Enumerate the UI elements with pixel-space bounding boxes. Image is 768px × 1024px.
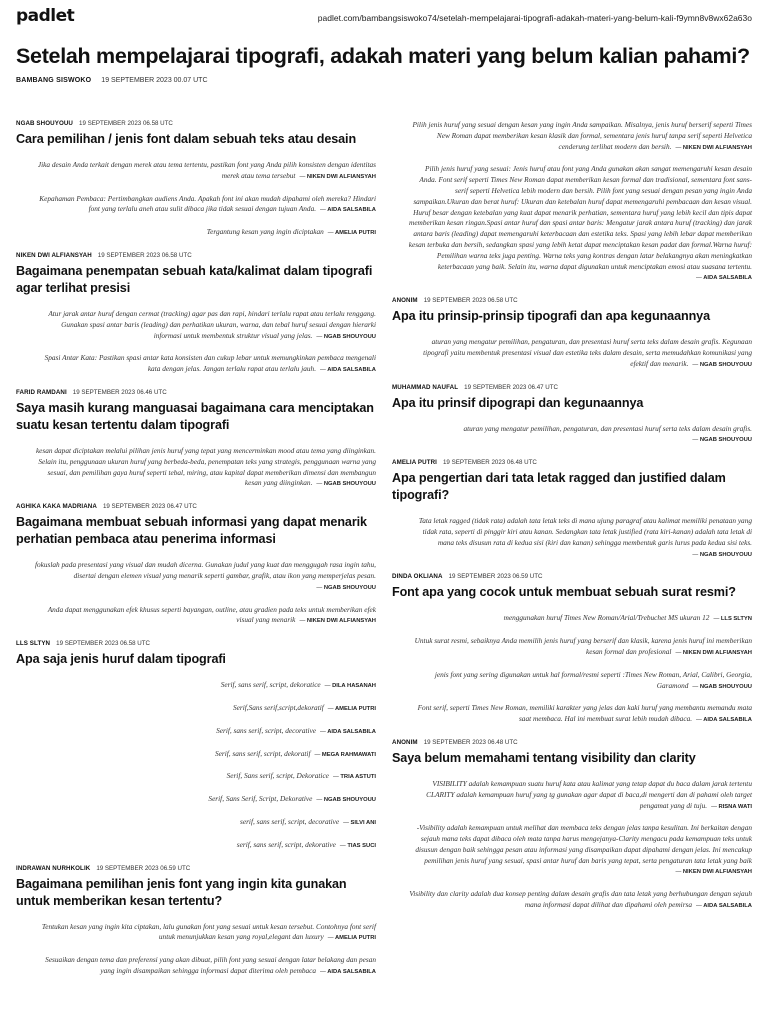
comment-dash: —	[314, 751, 322, 758]
comment-author: NIKEN DWI ALFIANSYAH	[306, 173, 376, 180]
comment-dash: —	[696, 903, 704, 910]
comment-dash: —	[320, 968, 328, 975]
post-timestamp: 19 SEPTEMBER 2023 06.58 UTC	[79, 120, 173, 127]
post-timestamp: 19 SEPTEMBER 2023 06.59 UTC	[96, 864, 191, 872]
post-title: Apa pengertian dari tata letak ragged dan justified dalam tipografi?	[392, 471, 726, 503]
comment-dash: —	[696, 717, 704, 724]
post-author: NGAB SHOUYOUU	[16, 120, 73, 127]
comment-author: AIDA SALSABILA	[327, 207, 376, 214]
comment	[32, 749, 376, 760]
post-card[interactable]	[16, 503, 376, 626]
comment-author-label	[316, 585, 376, 591]
comment	[32, 680, 376, 691]
comment-author-label	[314, 752, 376, 758]
post-meta	[16, 120, 376, 127]
post-card[interactable]	[392, 573, 752, 725]
comment-text: Visibility dan clarity adalah dua konsep penting dalam desain grafis dan tata letak yang berhubungan dengan sejauh mana informasi dapat dilihat dan dipahami oleh pemirsa	[409, 889, 752, 910]
comment-text: Serif,Sans serif,script,dekoratif	[232, 702, 324, 712]
comment-author-label	[675, 869, 752, 875]
post-author: ANONIM	[392, 297, 418, 305]
comment-dash: —	[327, 705, 335, 712]
post-author: ANONIM	[392, 738, 418, 746]
comment-author-label	[316, 334, 376, 340]
comment-dash: —	[339, 842, 348, 849]
comment-dash: —	[316, 584, 324, 591]
padlet-logo[interactable]: padlet	[16, 6, 75, 26]
comment-author: NGAB SHOUYOUU	[323, 584, 376, 591]
comment	[32, 955, 376, 977]
comment-dash: —	[316, 481, 324, 488]
comment-author-label	[711, 804, 752, 810]
comment-author-label	[333, 774, 376, 780]
comment-text: Tergantung kesan yang ingin diciptakan	[206, 227, 324, 237]
comment-author-label	[320, 367, 376, 373]
post-meta	[392, 739, 752, 746]
page-author: BAMBANG SISWOKO	[16, 77, 92, 84]
post-card[interactable]	[392, 120, 752, 283]
comment-author: NIKEN DWI ALFIANSYAH	[682, 869, 752, 876]
comment-author-label	[692, 684, 752, 690]
comment-author-label	[328, 706, 376, 712]
comment-text: Tentukan kesan yang ingin kita ciptakan, lalu gunakan font yang sesuai untuk kesan tersebut. Contohnya font serif untuk menunjukkan kesan yang royal,elegant dan luxury	[41, 921, 376, 942]
comment-text: aturan yang mengatur pemilihan, pengaturan, dan presentasi huruf serta teks dalam desain grafis.	[463, 423, 752, 433]
comment-text: Pilih jenis huruf yang sesuai dengan kesan yang ingin Anda sampaikan. Misalnya, jenis huruf berserif seperti Times New Roman dapat memberikan kesan klasik dan formal, sementara jenis huruf tanpa serif seperti Helvetica cenderung terlihat modern dan bersih.	[412, 120, 752, 151]
comment-author-label	[328, 935, 376, 941]
post-timestamp: 19 SEPTEMBER 2023 06.48 UTC	[423, 738, 518, 746]
comment	[32, 560, 376, 592]
comment-text: menggunakan huruf Times New Roman/Arial/Trebuchet MS ukuran 12	[503, 613, 710, 623]
comment-author-label	[299, 174, 376, 180]
comment-author: NGAB SHOUYOUU	[699, 551, 752, 558]
comment-dash: —	[299, 618, 307, 625]
top-bar	[0, 0, 768, 34]
comment-author: MEGA RAHMAWATI	[321, 751, 376, 758]
post-title: Apa saja jenis huruf dalam tipografi	[16, 652, 226, 667]
comment-text: Serif, Sans serif, script, Dekoratice	[226, 771, 329, 781]
comment-text: Font serif, seperti Times New Roman, memiliki karakter yang jelas dan kaki huruf yang membantu memandu mata saat membaca. Hal ini membuat surat lebih mudah dibaca.	[417, 703, 752, 724]
post-card[interactable]	[392, 739, 752, 911]
comment	[408, 613, 752, 624]
comment-author: NGAB SHOUYOUU	[699, 683, 752, 690]
post-meta	[392, 459, 752, 466]
comment-dash: —	[327, 935, 335, 942]
comment	[408, 670, 752, 692]
post-title: Cara pemilihan / jenis font dalam sebuah teks atau desain	[16, 132, 357, 146]
post-card[interactable]	[392, 297, 752, 369]
page-title: Setelah mempelajarai tipografi, adakah materi yang belum kalian pahami?	[16, 44, 750, 68]
post-timestamp: 19 SEPTEMBER 2023 06.46 UTC	[72, 388, 167, 396]
post-meta	[16, 640, 376, 647]
comment-text: Pilih jenis huruf yang sesuai: Jenis huruf atau font yang Anda gunakan akan sangat memengaruhi kesan desain Anda. Font serif seperti Times New Roman dapat memberikan kesan formal dan tradisional, sementara font sans-serif seperti Helvetica lebih modern dan bersih. Pilih font yang sesuai dengan pesan yang ingin Anda sampaikan.Ukuran dan berat huruf: Ukuran dan ketebalan huruf dapat memengaruhi pembacaan dan kesan visual. Huruf besar dengan ketebalan yang kuat dapat menarik perhatian, sementara huruf yang lebih kecil dan tipis dapat memberikan kesan ringan.Spasi antar huruf dan spasi antar baris: Mengatur jarak antara huruf (tracking) dan jarak antara baris (leading) dapat memengaruhi keterbacaan dan estetika teks. Spasi yang lebih lebar dapat memberikan kesan terbuka dan bersih, sedangkan spasi yang lebih ketat dapat menciptakan kesan padat dan formal.Warna huruf: Pemilihan warna teks juga penting. Warna teks yang kontras dengan latar belakangnya akan meningkatkan keterbacaan yang baik. Selain itu, warna dapat digunakan untuk menciptakan emosi atau suasana tertentu.	[408, 164, 752, 271]
comment-author: AIDA SALSABILA	[703, 717, 752, 724]
comment	[408, 516, 752, 559]
comment-author: NIKEN DWI ALFIANSYAH	[682, 649, 752, 656]
comment-dash: —	[324, 683, 333, 690]
comment-author: AIDA SALSABILA	[327, 367, 376, 374]
comment-author: AIDA SALSABILA	[703, 275, 752, 282]
comment-text: Spasi Antar Kata: Pastikan spasi antar kata konsisten dan cukup lebar untuk memungkinkan pembaca mengenali kata dengan jelas. Jangan terlalu rapat atau terlalu jauh.	[44, 353, 376, 374]
comment	[408, 424, 752, 446]
comment-author: TRIA ASTUTI	[340, 774, 376, 781]
comment	[32, 726, 376, 737]
comment-dash: —	[299, 173, 307, 180]
post-card[interactable]	[392, 459, 752, 559]
post-meta	[392, 573, 752, 580]
comment-author-label	[340, 843, 376, 849]
comment-dash: —	[332, 774, 341, 781]
comment-text: -Visibility adalah kemampuan untuk melihat dan membaca teks dengan jelas tanpa kesulitan. Ini berkaitan dengan sejauh mana teks dapat dibaca oleh mata tanpa harus mengejanya-Clarity mengacu pada kemampuan teks untuk disusun dengan baik sehingga pesan atau informasi yang disampaikan dapat dipahami dengan jelas. Ini mencakup pemilihan jenis huruf yang sesuai, spasi antar huruf dan baris yang tepat, serta pengaturan tata letak yang baik	[415, 823, 752, 865]
comment-dash: —	[692, 551, 700, 558]
comment-author: AMELIA PUTRI	[334, 705, 376, 712]
comment	[408, 164, 752, 283]
post-author: NIKEN DWI ALFIANSYAH	[16, 251, 92, 259]
post-timestamp: 19 SEPTEMBER 2023 06.58 UTC	[97, 251, 192, 259]
comment-author: AIDA SALSABILA	[703, 903, 752, 910]
comment	[408, 636, 752, 658]
comment-author: AMELIA PUTRI	[334, 935, 376, 942]
post-meta	[392, 384, 752, 391]
comment-text: kesan dapat diciptakan melalui pilihan jenis huruf yang tepat yang mencerminkan mood atau tema yang diinginkan. Selain itu, penggunaan ukuran huruf yang berbeda-beda, penempatan teks yang strategis, penggunaan warna yang sesuai, dan pemilihan gaya huruf seperti tebal, miring, atau kapital dapat memberikan dimensi dan membangun kesan yang diinginkan.	[35, 445, 376, 488]
post-author: LLS SLTYN	[16, 640, 51, 648]
comment-author: AIDA SALSABILA	[327, 968, 376, 975]
post-card[interactable]	[16, 640, 376, 850]
post-meta	[16, 252, 376, 259]
comment-author: LLS SLTYN	[720, 616, 752, 623]
comment-author: NGAB SHOUYOUU	[323, 333, 376, 340]
comment-author: NGAB SHOUYOUU	[699, 361, 752, 368]
comment-dash: —	[343, 819, 351, 826]
comment	[32, 840, 376, 851]
post-author: AGHIKA KAKA MADRIANA	[16, 503, 97, 511]
comment-author: AIDA SALSABILA	[327, 728, 376, 735]
post-card[interactable]	[16, 389, 376, 489]
comment	[32, 922, 376, 944]
post-title: Bagaimana pemilihan jenis font yang ingin kita gunakan untuk memberikan kesan tertentu?	[16, 876, 347, 908]
comment-dash: —	[692, 361, 700, 368]
comment	[32, 227, 376, 238]
comment-author-label	[696, 903, 752, 909]
post-timestamp: 19 SEPTEMBER 2023 06.58 UTC	[423, 297, 518, 305]
comment-dash: —	[316, 797, 324, 804]
comment-text: serif, sans serif, script, dekorative	[236, 839, 336, 849]
post-timestamp: 19 SEPTEMBER 2023 06.59 UTC	[448, 573, 543, 581]
comment	[408, 703, 752, 725]
comment-author: AMELIA PUTRI	[334, 230, 376, 237]
comment	[32, 446, 376, 489]
comment-author-label	[320, 207, 376, 213]
post-meta	[16, 865, 376, 872]
comment-author-label	[299, 618, 376, 624]
comment-author-label	[675, 145, 752, 151]
comment	[408, 337, 752, 369]
comment-author-label	[696, 717, 752, 723]
comment	[32, 605, 376, 627]
page-url[interactable]: padlet.com/bambangsiswoko74/setelah-mempelajarai-tipografi-adakah-materi-yang-belum-kali-f9ymn8v8wx62a63o	[317, 13, 752, 23]
post-card[interactable]	[16, 252, 376, 375]
post-timestamp: 19 SEPTEMBER 2023 06.48 UTC	[442, 459, 537, 467]
comment-author-label	[713, 616, 752, 622]
comment-dash: —	[675, 144, 683, 151]
comment	[32, 703, 376, 714]
comment-text: Sesuaikan dengan tema dan preferensi yang akan dibuat, pilih font yang sesuai dengan latar belakang dan pesan yang ingin disampaikan sehingga informasi dapat diterima oleh pembaca	[45, 955, 376, 975]
post-author: FARID RAMDANI	[16, 388, 67, 396]
comment-author: NGAB SHOUYOUU	[323, 797, 376, 804]
post-meta	[392, 297, 752, 304]
comment	[32, 194, 376, 216]
comment-text: fokuslah pada presentasi yang visual dan mudah dicerna. Gunakan judul yang kuat dan menggugah rasa ingin tahu, disertai dengan elemen visual yang menarik seperti gambar, grafik, atau ikon yang memperjelas pesan.	[34, 560, 376, 580]
comment-author: NGAB SHOUYOUU	[323, 481, 376, 488]
comment-author-label	[692, 552, 752, 558]
comment-author-label	[696, 275, 752, 281]
comment-dash: —	[316, 333, 324, 340]
comment-dash: —	[320, 367, 328, 374]
comment-author: TIAS SUCI	[347, 842, 376, 849]
page-timestamp: 19 SEPTEMBER 2023 00.07 UTC	[101, 77, 208, 84]
comment	[408, 779, 752, 811]
comment-text: Tata letak ragged (tidak rata) adalah tata letak teks di mana ujung paragraf atau kalimat memiliki penataan yang tidak rata, seperti di pinggir kiri atau kanan. Sedangkan tata letak justified (rata kiri-kanan) adalah tata letak di mana teks disusun rata di kedua sisi (kiri dan kanan) sehingga membentuk garis lurus pada kedua sisi teks.	[418, 516, 752, 547]
comment-text: Kepahaman Pembaca: Pertimbangkan audiens Anda. Apakah font ini akan mudah dipahami oleh mereka? Hindari font yang terlalu aneh atau sulit dibaca jika tidak sesuai dengan tujuan Anda.	[39, 193, 376, 214]
page-byline	[16, 77, 208, 84]
post-author: AMELIA PUTRI	[392, 459, 437, 467]
comment-text: aturan yang mengatur pemilihan, pengaturan, dan presentasi huruf serta teks dalam desain grafis. Kegunaan tipografi yaitu membentuk presentasi visual dan estetika teks dalam desain, serta memudahkan komunikasi yang efektif dan menarik.	[423, 337, 752, 368]
post-title: Apa itu prinsip-prinsip tipografi dan apa kegunaannya	[392, 309, 710, 324]
comment-dash: —	[675, 869, 683, 876]
comment-dash: —	[692, 437, 700, 444]
post-meta	[16, 503, 376, 510]
comment-dash: —	[675, 649, 683, 656]
comment-text: Untuk surat resmi, sebaiknya Anda memilih jenis huruf yang berserif dan klasik, karena jenis huruf ini memberikan kesan formal dan profesional	[414, 636, 752, 656]
comment	[408, 120, 752, 152]
comment-author-label	[328, 230, 376, 236]
comment-text: Serif, sans serif, script, decorative	[216, 725, 317, 735]
comment-dash: —	[696, 275, 704, 282]
post-card[interactable]	[16, 120, 376, 238]
comment	[32, 794, 376, 805]
comment-author: RISNA WATI	[718, 803, 752, 810]
comment	[32, 817, 376, 828]
comment-text: jenis font yang sering digunakan untuk hal formal/resmi seperti :Times New Roman, Arial, Calibri, Georgia, Garamond	[434, 669, 752, 690]
comment-author-label	[316, 797, 376, 803]
comment-text: VISIBILITY adalah kemampuan suatu huruf kata atau kalimat yang tetap dapat du baca dalam jarak tertentu CLARITY adalah kemampuan huruf yang tg gunakan agar dapat di baca,di mengerti dan di pahami oleh target pengamat yang di tuju.	[426, 778, 752, 810]
comment-author: NGAB SHOUYOUU	[699, 437, 752, 444]
comment-author-label	[320, 969, 376, 975]
comment	[32, 353, 376, 375]
comment-author: NIKEN DWI ALFIANSYAH	[306, 618, 376, 625]
post-meta	[16, 389, 376, 396]
comment-author-label	[320, 729, 376, 735]
post-title: Bagaimana membuat sebuah informasi yang dapat menarik perhatian pembaca atau penerima informasi	[16, 515, 367, 547]
right-column	[392, 120, 752, 925]
comment-author: NIKEN DWI ALFIANSYAH	[682, 144, 752, 151]
comment-author-label	[692, 437, 752, 443]
post-title: Saya masih kurang manguasai bagaimana cara menciptakan suatu kesan tertentu dalam tipografi	[16, 400, 374, 432]
comment-text: Serif, sans serif, script, dekoratif	[215, 748, 311, 758]
post-card[interactable]	[16, 865, 376, 977]
comment-dash: —	[327, 230, 335, 237]
comment-author-label	[316, 481, 376, 487]
comment-text: Serif, sans serif, script, dekoratice	[220, 680, 321, 690]
comment-text: serif, sans serif, script, decorative	[240, 816, 340, 826]
comment-author-label	[343, 820, 376, 826]
comment-dash: —	[320, 207, 328, 214]
comment	[32, 771, 376, 782]
comment-dash: —	[692, 683, 700, 690]
post-author: MUHAMMAD NAUFAL	[392, 383, 459, 391]
comment-dash: —	[711, 803, 719, 810]
comment	[32, 309, 376, 341]
comment	[408, 889, 752, 911]
post-title: Apa itu prinsif dipograpi dan kegunaannya	[392, 395, 644, 410]
comment-author-label	[692, 362, 752, 368]
post-title: Font apa yang cocok untuk membuat sebuah surat resmi?	[392, 585, 736, 600]
comment-author-label	[675, 650, 752, 656]
comment-author: SILVI ANI	[350, 819, 376, 826]
post-title: Saya belum memahami tentang visibility dan clarity	[392, 750, 696, 765]
comment-dash: —	[320, 728, 328, 735]
comment	[32, 160, 376, 182]
post-timestamp: 19 SEPTEMBER 2023 06.47 UTC	[102, 503, 197, 511]
comment-text: Anda dapat menggunakan efek khusus seperti bayangan, outline, atau gradien pada teks untuk memberikan efek visual yang menarik	[47, 604, 376, 625]
comment-text: Jika desain Anda terkait dengan merek atau tema tertentu, pastikan font yang Anda pilih konsisten dengan identitas merek atau tema tersebut	[37, 160, 376, 180]
comment-dash: —	[713, 616, 721, 623]
post-timestamp: 19 SEPTEMBER 2023 06.58 UTC	[56, 640, 151, 648]
post-timestamp: 19 SEPTEMBER 2023 06.47 UTC	[464, 383, 559, 391]
post-card[interactable]	[392, 384, 752, 446]
comment-text: Serif, Sans Serif, Script, Dekorative	[208, 794, 313, 804]
left-column	[16, 120, 376, 991]
comment-author-label	[325, 683, 376, 689]
comment-text: Atur jarak antar huruf dengan cermat (tracking) agar pas dan rapi, hindari terlalu rapat atau terlalu renggang. Gunakan spasi antar baris (leading) dan perhatikan ukuran, warna, dan tebal huruf sesuai dengan hierarki informasi untuk membentuk struktur visual yang jelas.	[48, 308, 376, 340]
comment-author: DILA HASANAH	[332, 683, 376, 690]
post-author: INDRAWAN NURHKOLIK	[16, 864, 91, 872]
post-title: Bagaimana penempatan sebuah kata/kalimat dalam tipografi agar terlihat presisi	[16, 263, 373, 295]
comment	[408, 823, 752, 877]
post-author: DINDA OKLIANA	[392, 573, 443, 581]
